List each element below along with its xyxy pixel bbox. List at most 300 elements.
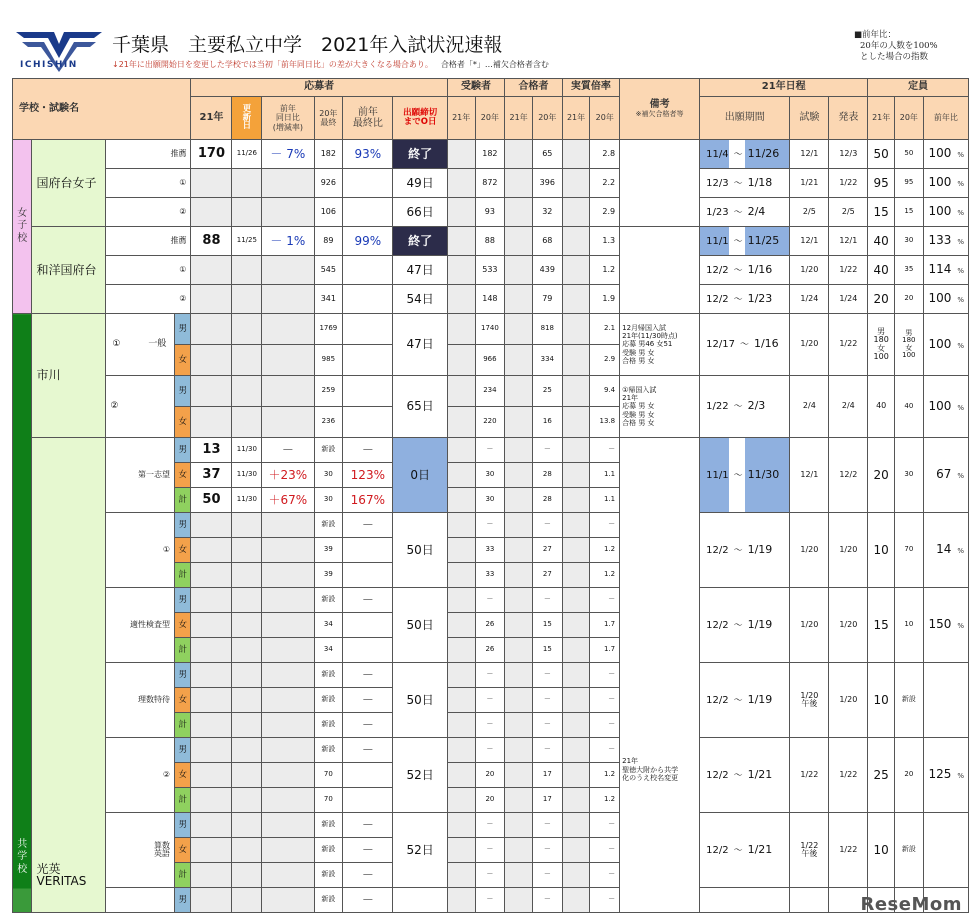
updated-date bbox=[232, 538, 262, 563]
examinees-21 bbox=[447, 638, 475, 663]
updated-date bbox=[232, 376, 262, 407]
header-note bbox=[112, 59, 549, 70]
application-period bbox=[700, 285, 790, 314]
ratio-20: 2.9 bbox=[590, 345, 620, 376]
sex-label: 男 bbox=[175, 738, 191, 763]
page-header bbox=[0, 0, 980, 76]
updated-date bbox=[232, 169, 262, 198]
exam-name: ① bbox=[106, 256, 191, 285]
passers-20: 16 bbox=[532, 407, 562, 438]
table-row bbox=[13, 588, 969, 613]
exam-number: ① bbox=[112, 338, 121, 349]
capacity-ratio-value: 100 bbox=[928, 175, 952, 190]
application-period bbox=[700, 888, 790, 913]
updated-date bbox=[232, 563, 262, 588]
passers-21 bbox=[505, 345, 533, 376]
passers-20: 68 bbox=[532, 227, 562, 256]
application-period bbox=[700, 140, 790, 169]
announce-date: 12/3 bbox=[829, 140, 868, 169]
prev-final-ratio: － bbox=[343, 588, 393, 613]
period-end: 2/3 bbox=[747, 399, 766, 413]
sex-label: 男 bbox=[175, 376, 191, 407]
prev-final-ratio: － bbox=[343, 713, 393, 738]
yoy-change: － bbox=[262, 438, 314, 463]
yoy-change bbox=[262, 563, 314, 588]
capacity-ratio-cell bbox=[923, 198, 968, 227]
application-period bbox=[700, 169, 790, 198]
examinees-20: － bbox=[475, 588, 505, 613]
percent-unit: % bbox=[957, 341, 964, 350]
application-period bbox=[700, 198, 790, 227]
passers-21 bbox=[505, 407, 533, 438]
ratio-20: 1.7 bbox=[590, 638, 620, 663]
announce-date: 1/24 bbox=[829, 285, 868, 314]
ratio-21 bbox=[562, 140, 590, 169]
period-end: 1/21 bbox=[747, 767, 773, 781]
examinees-20: 20 bbox=[475, 763, 505, 788]
applicants-21 bbox=[191, 169, 232, 198]
capacity-ratio-cell bbox=[923, 663, 968, 738]
category-girls: 女 子 校 bbox=[13, 140, 32, 314]
ratio-legend-line: ■前年比： bbox=[854, 30, 897, 40]
applicants-20: 新設 bbox=[314, 713, 343, 738]
applicants-21 bbox=[191, 285, 232, 314]
sex-label: 計 bbox=[175, 488, 191, 513]
period-end: 1/16 bbox=[753, 337, 779, 351]
applicants-20: 106 bbox=[314, 198, 343, 227]
updated-date bbox=[232, 285, 262, 314]
updated-date: 11/30 bbox=[232, 488, 262, 513]
examinees-21 bbox=[447, 438, 475, 463]
col-ratio-20: 20年 bbox=[590, 97, 620, 140]
period-end: 1/19 bbox=[747, 617, 773, 631]
percent-unit: % bbox=[957, 151, 964, 160]
prev-final-ratio: － bbox=[343, 738, 393, 763]
logo-text: ICHISHIN bbox=[20, 60, 78, 70]
ratio-21 bbox=[562, 688, 590, 713]
capacity-21: 40 bbox=[868, 227, 895, 256]
applicants-21 bbox=[191, 538, 232, 563]
yoy-change bbox=[262, 888, 314, 913]
examinees-20: 182 bbox=[475, 140, 505, 169]
passers-21 bbox=[505, 513, 533, 538]
prev-final-ratio: － bbox=[343, 838, 393, 863]
deadline-countdown: 47日 bbox=[393, 314, 447, 376]
period-end: 11/26 bbox=[747, 146, 780, 160]
prev-final-ratio: 99% bbox=[343, 227, 393, 256]
deadline-countdown: 50日 bbox=[393, 513, 447, 588]
exam-name: ② bbox=[106, 738, 175, 813]
announce-date: 2/4 bbox=[829, 376, 868, 438]
percent-unit: % bbox=[957, 267, 964, 276]
ratio-20: 1.1 bbox=[590, 488, 620, 513]
ratio-20: 1.2 bbox=[590, 763, 620, 788]
examinees-20: 30 bbox=[475, 463, 505, 488]
percent-unit: % bbox=[957, 772, 964, 781]
sex-label: 女 bbox=[175, 763, 191, 788]
applicants-21 bbox=[191, 813, 232, 838]
applicants-21 bbox=[191, 613, 232, 638]
exam-name: 適性検査型 bbox=[106, 588, 175, 663]
ratio-21 bbox=[562, 613, 590, 638]
admissions-table bbox=[12, 78, 969, 913]
col-announce-date: 発表 bbox=[829, 97, 868, 140]
deadline-countdown: 50日 bbox=[393, 663, 447, 738]
examinees-21 bbox=[447, 227, 475, 256]
deadline-countdown bbox=[393, 888, 447, 913]
yoy-change bbox=[262, 256, 314, 285]
passers-21 bbox=[505, 169, 533, 198]
period-start: 12/2 bbox=[706, 264, 729, 276]
application-period bbox=[700, 738, 790, 813]
updated-date bbox=[232, 663, 262, 688]
capacity-20: 新設 bbox=[894, 813, 923, 888]
period-end: 11/25 bbox=[747, 233, 780, 247]
updated-date bbox=[232, 813, 262, 838]
sex-label: 計 bbox=[175, 713, 191, 738]
col-passers: 合格者 bbox=[505, 79, 562, 97]
examinees-21 bbox=[447, 169, 475, 198]
prev-final-ratio: － bbox=[343, 863, 393, 888]
sex-label: 男 bbox=[175, 663, 191, 688]
table-row bbox=[13, 376, 969, 407]
examinees-21 bbox=[447, 140, 475, 169]
updated-date bbox=[232, 688, 262, 713]
announce-date: 1/22 bbox=[829, 738, 868, 813]
ratio-21 bbox=[562, 376, 590, 407]
ratio-20: 2.1 bbox=[590, 314, 620, 345]
category-coed: 共 学 校 bbox=[13, 314, 32, 913]
tilde: ～ bbox=[733, 149, 743, 160]
announce-date: 1/20 bbox=[829, 663, 868, 738]
updated-date bbox=[232, 863, 262, 888]
capacity-21: 15 bbox=[868, 198, 895, 227]
ratio-20: － bbox=[590, 588, 620, 613]
deadline-countdown: 終了 bbox=[393, 140, 447, 169]
percent-unit: % bbox=[957, 296, 964, 305]
yoy-change bbox=[262, 376, 314, 407]
sex-label: 男 bbox=[175, 813, 191, 838]
ratio-20: － bbox=[590, 663, 620, 688]
applicants-20: 926 bbox=[314, 169, 343, 198]
examinees-21 bbox=[447, 813, 475, 838]
table-row bbox=[13, 169, 969, 198]
col-capacity-20: 20年 bbox=[894, 97, 923, 140]
exam-date: 2/4 bbox=[790, 376, 829, 438]
table-row bbox=[13, 227, 969, 256]
table-row bbox=[13, 663, 969, 688]
prev-final-ratio bbox=[343, 314, 393, 345]
period-start: 12/3 bbox=[706, 177, 729, 189]
col-passers-20: 20年 bbox=[532, 97, 562, 140]
passers-20: 65 bbox=[532, 140, 562, 169]
col-examinees-21: 21年 bbox=[447, 97, 475, 140]
ratio-21 bbox=[562, 538, 590, 563]
resemom-watermark: ReseMom bbox=[860, 894, 962, 915]
capacity-ratio-cell bbox=[923, 376, 968, 438]
prev-final-ratio bbox=[343, 563, 393, 588]
exam-date: 1/20 bbox=[790, 588, 829, 663]
ratio-20: 2.9 bbox=[590, 198, 620, 227]
capacity-ratio-cell bbox=[923, 227, 968, 256]
sex-label: 女 bbox=[175, 463, 191, 488]
yoy-change bbox=[262, 314, 314, 345]
col-prev-final: 前年 最終比 bbox=[343, 97, 393, 140]
ratio-21 bbox=[562, 738, 590, 763]
passers-21 bbox=[505, 376, 533, 407]
table-row bbox=[13, 314, 969, 345]
col-app-period: 出願期間 bbox=[700, 97, 790, 140]
updated-date bbox=[232, 588, 262, 613]
remarks-cell bbox=[620, 227, 700, 314]
ratio-20: － bbox=[590, 738, 620, 763]
examinees-20: 966 bbox=[475, 345, 505, 376]
applicants-21 bbox=[191, 888, 232, 913]
ratio-21 bbox=[562, 663, 590, 688]
passers-21 bbox=[505, 838, 533, 863]
yoy-change bbox=[262, 613, 314, 638]
examinees-21 bbox=[447, 538, 475, 563]
ratio-legend-line: 20年の人数を100% bbox=[860, 41, 938, 51]
application-period bbox=[700, 314, 790, 376]
percent-unit: % bbox=[957, 403, 964, 412]
application-period bbox=[700, 663, 790, 738]
capacity-21: 10 bbox=[868, 663, 895, 738]
passers-20: － bbox=[532, 863, 562, 888]
examinees-20: 30 bbox=[475, 488, 505, 513]
ratio-20: 1.2 bbox=[590, 538, 620, 563]
capacity-20: 40 bbox=[894, 376, 923, 438]
deadline-countdown: 54日 bbox=[393, 285, 447, 314]
remarks-cell: ①帰国入試 21年 応募 男 女 受験 男 女 合格 男 女 bbox=[620, 376, 700, 438]
applicants-21 bbox=[191, 256, 232, 285]
announce-date: 1/22 bbox=[829, 813, 868, 888]
application-period bbox=[700, 227, 790, 256]
yoy-change bbox=[262, 663, 314, 688]
prev-final-ratio bbox=[343, 407, 393, 438]
examinees-20: － bbox=[475, 663, 505, 688]
tilde: ～ bbox=[733, 294, 743, 305]
applicants-20: 新設 bbox=[314, 813, 343, 838]
examinees-20: 33 bbox=[475, 538, 505, 563]
tilde: ～ bbox=[733, 402, 743, 413]
sex-label: 女 bbox=[175, 688, 191, 713]
table-row bbox=[13, 256, 969, 285]
examinees-20: 872 bbox=[475, 169, 505, 198]
deadline-countdown: 0日 bbox=[393, 438, 447, 513]
ratio-21 bbox=[562, 314, 590, 345]
ratio-20: － bbox=[590, 838, 620, 863]
applicants-20: 985 bbox=[314, 345, 343, 376]
percent-unit: % bbox=[957, 238, 964, 247]
updated-date: 11/25 bbox=[232, 227, 262, 256]
applicants-20: 70 bbox=[314, 763, 343, 788]
prev-final-ratio bbox=[343, 256, 393, 285]
col-applicants-21: 21年 bbox=[191, 97, 232, 140]
capacity-ratio-cell bbox=[923, 813, 968, 888]
announce-date: 1/22 bbox=[829, 169, 868, 198]
yoy-change bbox=[262, 763, 314, 788]
capacity-ratio-cell bbox=[923, 285, 968, 314]
capacity-21: 男 180 女 100 bbox=[868, 314, 895, 376]
applicants-20: 39 bbox=[314, 538, 343, 563]
passers-20: 818 bbox=[532, 314, 562, 345]
capacity-20: 男 180 女 100 bbox=[894, 314, 923, 376]
yoy-change bbox=[262, 538, 314, 563]
updated-date bbox=[232, 788, 262, 813]
applicants-20: 39 bbox=[314, 563, 343, 588]
deadline-countdown: 65日 bbox=[393, 376, 447, 438]
updated-date bbox=[232, 407, 262, 438]
school-name: 国府台女子 bbox=[32, 140, 106, 227]
updated-date: 11/30 bbox=[232, 463, 262, 488]
application-period bbox=[700, 813, 790, 888]
exam-date: 1/22 bbox=[790, 738, 829, 813]
ratio-20: 2.2 bbox=[590, 169, 620, 198]
examinees-21 bbox=[447, 376, 475, 407]
prev-final-ratio bbox=[343, 763, 393, 788]
applicants-20: 新設 bbox=[314, 863, 343, 888]
tilde: ～ bbox=[739, 340, 749, 351]
examinees-21 bbox=[447, 713, 475, 738]
passers-20: 439 bbox=[532, 256, 562, 285]
examinees-20: － bbox=[475, 813, 505, 838]
capacity-20: 30 bbox=[894, 438, 923, 513]
sex-label: 女 bbox=[175, 345, 191, 376]
capacity-21: 15 bbox=[868, 588, 895, 663]
passers-20: 28 bbox=[532, 463, 562, 488]
applicants-21 bbox=[191, 838, 232, 863]
remarks-cell bbox=[620, 438, 700, 913]
period-end: 1/23 bbox=[747, 291, 773, 305]
capacity-ratio-cell bbox=[923, 256, 968, 285]
yoy-change: ＋23% bbox=[262, 463, 314, 488]
passers-20: － bbox=[532, 438, 562, 463]
applicants-20: 新設 bbox=[314, 588, 343, 613]
examinees-21 bbox=[447, 888, 475, 913]
applicants-21 bbox=[191, 198, 232, 227]
examinees-21 bbox=[447, 314, 475, 345]
passers-21 bbox=[505, 813, 533, 838]
sex-label: 男 bbox=[175, 438, 191, 463]
yoy-change bbox=[262, 407, 314, 438]
yoy-change: － 1% bbox=[262, 227, 314, 256]
capacity-20: 20 bbox=[894, 285, 923, 314]
passers-20: 25 bbox=[532, 376, 562, 407]
capacity-ratio-value: 125 bbox=[928, 767, 952, 782]
examinees-20: － bbox=[475, 888, 505, 913]
ratio-20: － bbox=[590, 863, 620, 888]
period-start: 1/22 bbox=[706, 401, 729, 413]
prev-final-ratio: － bbox=[343, 888, 393, 913]
exam-date: 12/1 bbox=[790, 438, 829, 513]
capacity-20: 30 bbox=[894, 227, 923, 256]
capacity-ratio-value: 100 bbox=[928, 204, 952, 219]
capacity-ratio-value: 100 bbox=[928, 291, 952, 306]
exam-date: 1/20 bbox=[790, 314, 829, 376]
col-passers-21: 21年 bbox=[505, 97, 533, 140]
capacity-ratio-value: 14 bbox=[936, 542, 952, 557]
deadline-countdown: 49日 bbox=[393, 169, 447, 198]
application-period bbox=[700, 513, 790, 588]
examinees-21 bbox=[447, 688, 475, 713]
ratio-20: 1.2 bbox=[590, 788, 620, 813]
applicants-20: 34 bbox=[314, 638, 343, 663]
passers-20: 334 bbox=[532, 345, 562, 376]
ratio-21 bbox=[562, 198, 590, 227]
applicants-21 bbox=[191, 314, 232, 345]
col-applicants: 応募者 bbox=[191, 79, 447, 97]
applicants-20: 新設 bbox=[314, 513, 343, 538]
passers-21 bbox=[505, 863, 533, 888]
applicants-21: 37 bbox=[191, 463, 232, 488]
applicants-20: 新設 bbox=[314, 438, 343, 463]
prev-final-ratio bbox=[343, 538, 393, 563]
applicants-20: 新設 bbox=[314, 688, 343, 713]
ratio-21 bbox=[562, 838, 590, 863]
passers-20: 79 bbox=[532, 285, 562, 314]
applicants-21: 88 bbox=[191, 227, 232, 256]
col-examinees: 受験者 bbox=[447, 79, 504, 97]
prev-final-ratio: － bbox=[343, 663, 393, 688]
capacity-21: 20 bbox=[868, 285, 895, 314]
passers-21 bbox=[505, 713, 533, 738]
applicants-20: 34 bbox=[314, 613, 343, 638]
note-red: ↓21年に出願開始日を変更した学校では当初「前年同日比」の差が大きくなる場合あり。 bbox=[112, 60, 433, 69]
updated-date bbox=[232, 198, 262, 227]
prev-final-ratio bbox=[343, 345, 393, 376]
applicants-21 bbox=[191, 563, 232, 588]
yoy-change bbox=[262, 198, 314, 227]
exam-name: ② bbox=[106, 198, 191, 227]
capacity-20: 10 bbox=[894, 588, 923, 663]
passers-20: － bbox=[532, 813, 562, 838]
examinees-20: － bbox=[475, 838, 505, 863]
capacity-21: 50 bbox=[868, 140, 895, 169]
ratio-20: － bbox=[590, 438, 620, 463]
examinees-20: 26 bbox=[475, 638, 505, 663]
passers-21 bbox=[505, 638, 533, 663]
col-yoy: 前年 同日比 (増減率) bbox=[262, 97, 314, 140]
exam-name: ② bbox=[106, 285, 191, 314]
application-period bbox=[700, 438, 790, 513]
passers-20: 396 bbox=[532, 169, 562, 198]
sex-label: 女 bbox=[175, 407, 191, 438]
col-updated: 更 新 日 bbox=[232, 97, 262, 140]
tilde: ～ bbox=[733, 620, 743, 631]
exam-name: 推薦 bbox=[106, 227, 191, 256]
examinees-20: 93 bbox=[475, 198, 505, 227]
applicants-21 bbox=[191, 376, 232, 407]
ratio-21 bbox=[562, 863, 590, 888]
exam-name: ① bbox=[106, 513, 175, 588]
capacity-21: 40 bbox=[868, 376, 895, 438]
passers-21 bbox=[505, 688, 533, 713]
updated-date: 11/26 bbox=[232, 140, 262, 169]
capacity-20: 20 bbox=[894, 738, 923, 813]
capacity-ratio-value: 133 bbox=[928, 233, 952, 248]
passers-21 bbox=[505, 227, 533, 256]
table-row bbox=[13, 738, 969, 763]
applicants-20: 30 bbox=[314, 488, 343, 513]
table-row bbox=[13, 198, 969, 227]
ratio-21 bbox=[562, 169, 590, 198]
period-end: 11/30 bbox=[747, 467, 780, 481]
capacity-21: 25 bbox=[868, 738, 895, 813]
examinees-21 bbox=[447, 763, 475, 788]
ratio-21 bbox=[562, 345, 590, 376]
application-period bbox=[700, 256, 790, 285]
